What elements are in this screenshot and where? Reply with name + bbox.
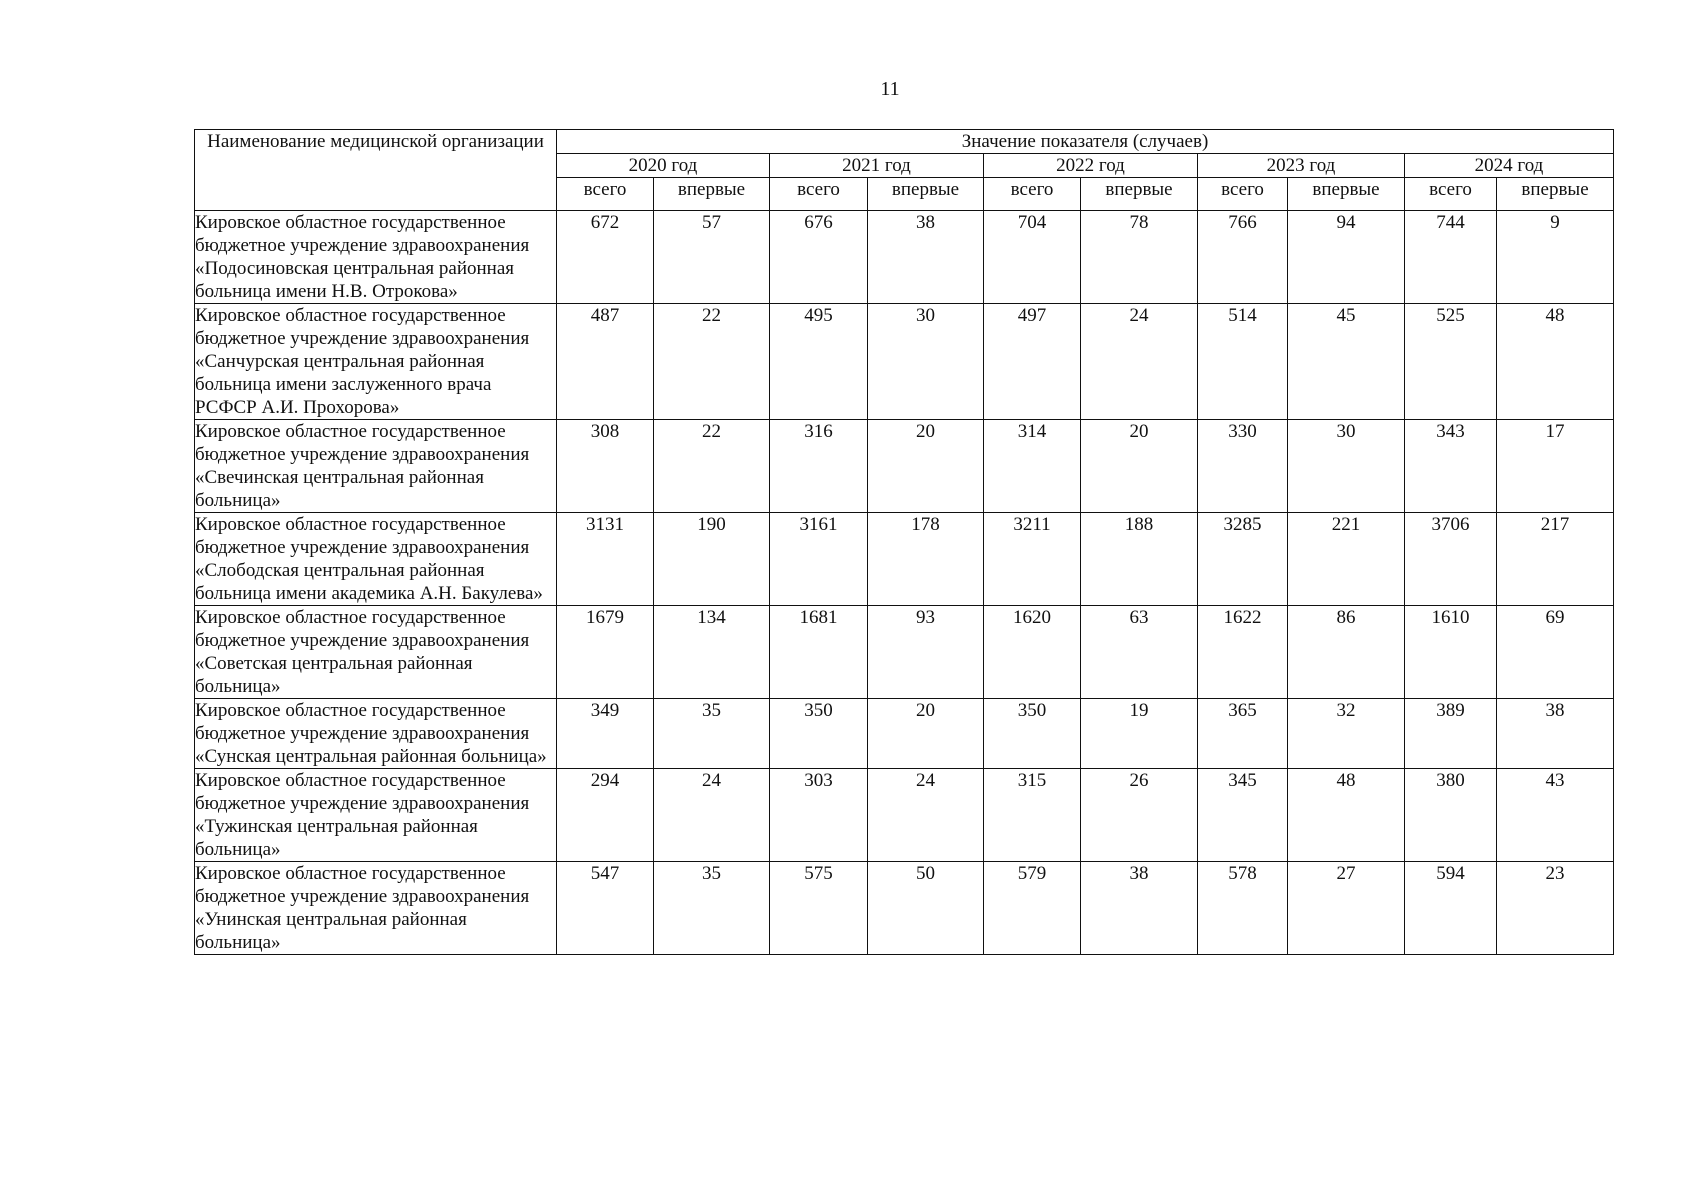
value-first-cell: 93 [868,606,984,699]
subheader-total: всего [1198,178,1288,211]
value-first-cell: 38 [1497,699,1614,769]
value-total-cell: 316 [770,420,868,513]
value-first-cell: 63 [1081,606,1198,699]
value-total-cell: 350 [770,699,868,769]
value-first-cell: 38 [1081,862,1198,955]
year-header: 2022 год [984,154,1198,178]
value-first-cell: 23 [1497,862,1614,955]
page-number: 11 [880,78,900,100]
value-first-cell: 178 [868,513,984,606]
value-first-cell: 57 [654,211,770,304]
value-first-cell: 35 [654,862,770,955]
value-total-cell: 380 [1405,769,1497,862]
value-total-cell: 3131 [557,513,654,606]
subheader-first: впервые [1081,178,1198,211]
table-row [195,211,1614,304]
org-name-cell: Кировское областное государственное бюджетное учреждение здравоохранения «Санчурская центральная районная больница имени заслуженного врача РСФСР А.И. Прохорова» [195,304,557,420]
value-first-cell: 24 [1081,304,1198,420]
subheader-total: всего [1405,178,1497,211]
value-total-cell: 3211 [984,513,1081,606]
value-total-cell: 594 [1405,862,1497,955]
value-total-cell: 575 [770,862,868,955]
value-total-cell: 672 [557,211,654,304]
subheader-total: всего [770,178,868,211]
value-total-cell: 389 [1405,699,1497,769]
value-total-cell: 744 [1405,211,1497,304]
value-first-cell: 188 [1081,513,1198,606]
value-total-cell: 1681 [770,606,868,699]
subheader-total: всего [984,178,1081,211]
value-total-cell: 365 [1198,699,1288,769]
org-name-cell: Кировское областное государственное бюджетное учреждение здравоохранения «Свечинская центральная районная больница» [195,420,557,513]
value-first-cell: 48 [1497,304,1614,420]
value-total-cell: 314 [984,420,1081,513]
value-total-cell: 497 [984,304,1081,420]
table-header [195,130,1614,211]
year-header: 2021 год [770,154,984,178]
value-total-cell: 308 [557,420,654,513]
year-header: 2024 год [1405,154,1614,178]
subheader-first: впервые [1288,178,1405,211]
value-first-cell: 17 [1497,420,1614,513]
value-total-cell: 3285 [1198,513,1288,606]
table-row [195,699,1614,769]
value-first-cell: 30 [868,304,984,420]
value-total-cell: 343 [1405,420,1497,513]
value-first-cell: 45 [1288,304,1405,420]
value-first-cell: 30 [1288,420,1405,513]
value-first-cell: 24 [654,769,770,862]
value-first-cell: 69 [1497,606,1614,699]
value-first-cell: 48 [1288,769,1405,862]
value-total-cell: 3161 [770,513,868,606]
table-body [195,211,1614,955]
value-first-cell: 26 [1081,769,1198,862]
table-row [195,862,1614,955]
value-first-cell: 190 [654,513,770,606]
value-total-cell: 1679 [557,606,654,699]
org-column-header: Наименование медицинской организации [195,130,557,211]
value-total-cell: 350 [984,699,1081,769]
value-total-cell: 303 [770,769,868,862]
value-total-cell: 676 [770,211,868,304]
value-total-cell: 487 [557,304,654,420]
value-first-cell: 20 [1081,420,1198,513]
subheader-total: всего [557,178,654,211]
value-total-cell: 578 [1198,862,1288,955]
year-header: 2020 год [557,154,770,178]
value-total-cell: 579 [984,862,1081,955]
value-total-cell: 495 [770,304,868,420]
subheader-first: впервые [654,178,770,211]
org-name-cell: Кировское областное государственное бюджетное учреждение здравоохранения «Тужинская центральная районная больница» [195,769,557,862]
table-row [195,304,1614,420]
subheader-first: впервые [1497,178,1614,211]
org-name-cell: Кировское областное государственное бюджетное учреждение здравоохранения «Слободская центральная районная больница имени академика А.Н. Бакулева» [195,513,557,606]
indicator-group-header: Значение показателя (случаев) [557,130,1614,154]
value-first-cell: 38 [868,211,984,304]
value-total-cell: 704 [984,211,1081,304]
value-total-cell: 3706 [1405,513,1497,606]
value-first-cell: 217 [1497,513,1614,606]
org-name-cell: Кировское областное государственное бюджетное учреждение здравоохранения «Унинская центральная районная больница» [195,862,557,955]
value-first-cell: 9 [1497,211,1614,304]
value-total-cell: 547 [557,862,654,955]
org-name-cell: Кировское областное государственное бюджетное учреждение здравоохранения «Сунская центральная районная больница» [195,699,557,769]
value-first-cell: 22 [654,304,770,420]
value-first-cell: 22 [654,420,770,513]
value-first-cell: 78 [1081,211,1198,304]
value-first-cell: 27 [1288,862,1405,955]
value-total-cell: 766 [1198,211,1288,304]
value-total-cell: 294 [557,769,654,862]
year-header: 2023 год [1198,154,1405,178]
value-first-cell: 20 [868,420,984,513]
value-total-cell: 349 [557,699,654,769]
table-row [195,420,1614,513]
value-first-cell: 32 [1288,699,1405,769]
value-total-cell: 525 [1405,304,1497,420]
value-first-cell: 24 [868,769,984,862]
org-name-cell: Кировское областное государственное бюджетное учреждение здравоохранения «Подосиновская центральная районная больница имени Н.В. Отрокова» [195,211,557,304]
value-total-cell: 315 [984,769,1081,862]
value-first-cell: 19 [1081,699,1198,769]
subheader-first: впервые [868,178,984,211]
value-first-cell: 221 [1288,513,1405,606]
table-row [195,769,1614,862]
value-total-cell: 514 [1198,304,1288,420]
value-first-cell: 50 [868,862,984,955]
value-total-cell: 1620 [984,606,1081,699]
value-first-cell: 94 [1288,211,1405,304]
table-row [195,606,1614,699]
value-first-cell: 43 [1497,769,1614,862]
value-first-cell: 134 [654,606,770,699]
table-row [195,513,1614,606]
org-name-cell: Кировское областное государственное бюджетное учреждение здравоохранения «Советская центральная районная больница» [195,606,557,699]
value-total-cell: 1622 [1198,606,1288,699]
value-total-cell: 345 [1198,769,1288,862]
indicator-table [194,129,1614,955]
value-total-cell: 1610 [1405,606,1497,699]
value-total-cell: 330 [1198,420,1288,513]
value-first-cell: 20 [868,699,984,769]
value-first-cell: 35 [654,699,770,769]
value-first-cell: 86 [1288,606,1405,699]
